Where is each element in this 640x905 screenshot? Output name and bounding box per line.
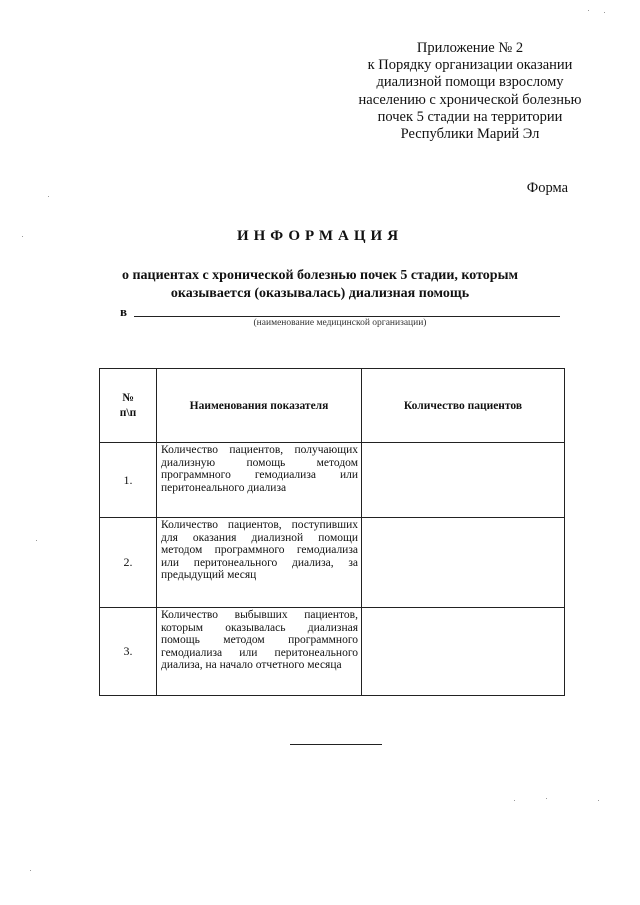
row-count-cell[interactable] [362, 608, 565, 696]
scan-speck [604, 12, 605, 13]
indicators-table [99, 368, 565, 696]
subtitle-line-1: о пациентах с хронической болезнью почек 5 стадии, которым [121, 268, 519, 283]
row-number: 1. [100, 443, 157, 518]
row-number: 3. [100, 608, 157, 696]
appendix-header [330, 40, 610, 143]
organization-caption: (наименование медицинской организации) [253, 318, 427, 328]
scan-speck [514, 800, 515, 801]
appendix-line: Приложение № 2 [416, 40, 524, 56]
document-title: ИНФОРМАЦИЯ [236, 228, 404, 244]
scan-speck [36, 540, 37, 541]
table-row [100, 443, 565, 518]
organization-name-line [134, 316, 560, 317]
row-indicator: Количество пациентов, поступивших для оказания диализной помощи методом программного гемодиализа или перитонеального диализа, за предыдущий месяц [157, 518, 362, 608]
appendix-line: к Порядку организации оказании [367, 57, 573, 74]
row-count-cell[interactable] [362, 443, 565, 518]
appendix-line: почек 5 стадии на территории [377, 108, 563, 125]
document-subtitle [60, 267, 580, 303]
table-row [100, 608, 565, 696]
row-indicator: Количество пациентов, получающих диализную помощь методом программного гемодиализа или перитонеального диализа [157, 443, 362, 518]
scan-speck [30, 870, 31, 871]
appendix-line: населению с хронической болезнью [358, 91, 582, 108]
scan-speck [22, 236, 23, 237]
row-count-cell[interactable] [362, 518, 565, 608]
table-row [100, 518, 565, 608]
scan-speck [598, 800, 599, 801]
table-header-row [100, 369, 565, 443]
scan-speck [48, 196, 49, 197]
row-number: 2. [100, 518, 157, 608]
scan-speck [546, 798, 547, 799]
form-label: Форма [526, 180, 568, 196]
end-divider [290, 744, 382, 745]
scan-speck [588, 10, 589, 11]
appendix-line: Республики Марий Эл [400, 126, 540, 143]
header-number: № п\п [100, 369, 157, 443]
appendix-line: диализной помощи взрослому [376, 74, 564, 91]
organization-prefix: в [120, 304, 128, 319]
header-indicator: Наименования показателя [157, 369, 362, 443]
row-indicator: Количество выбывших пациентов, которым оказывалась диализная помощь методом программного гемодиализа или перитонеального диализа, на начало отчетного месяца [157, 608, 362, 696]
subtitle-line-2: оказывается (оказывалась) диализная помощь [170, 286, 470, 301]
header-count: Количество пациентов [362, 369, 565, 443]
